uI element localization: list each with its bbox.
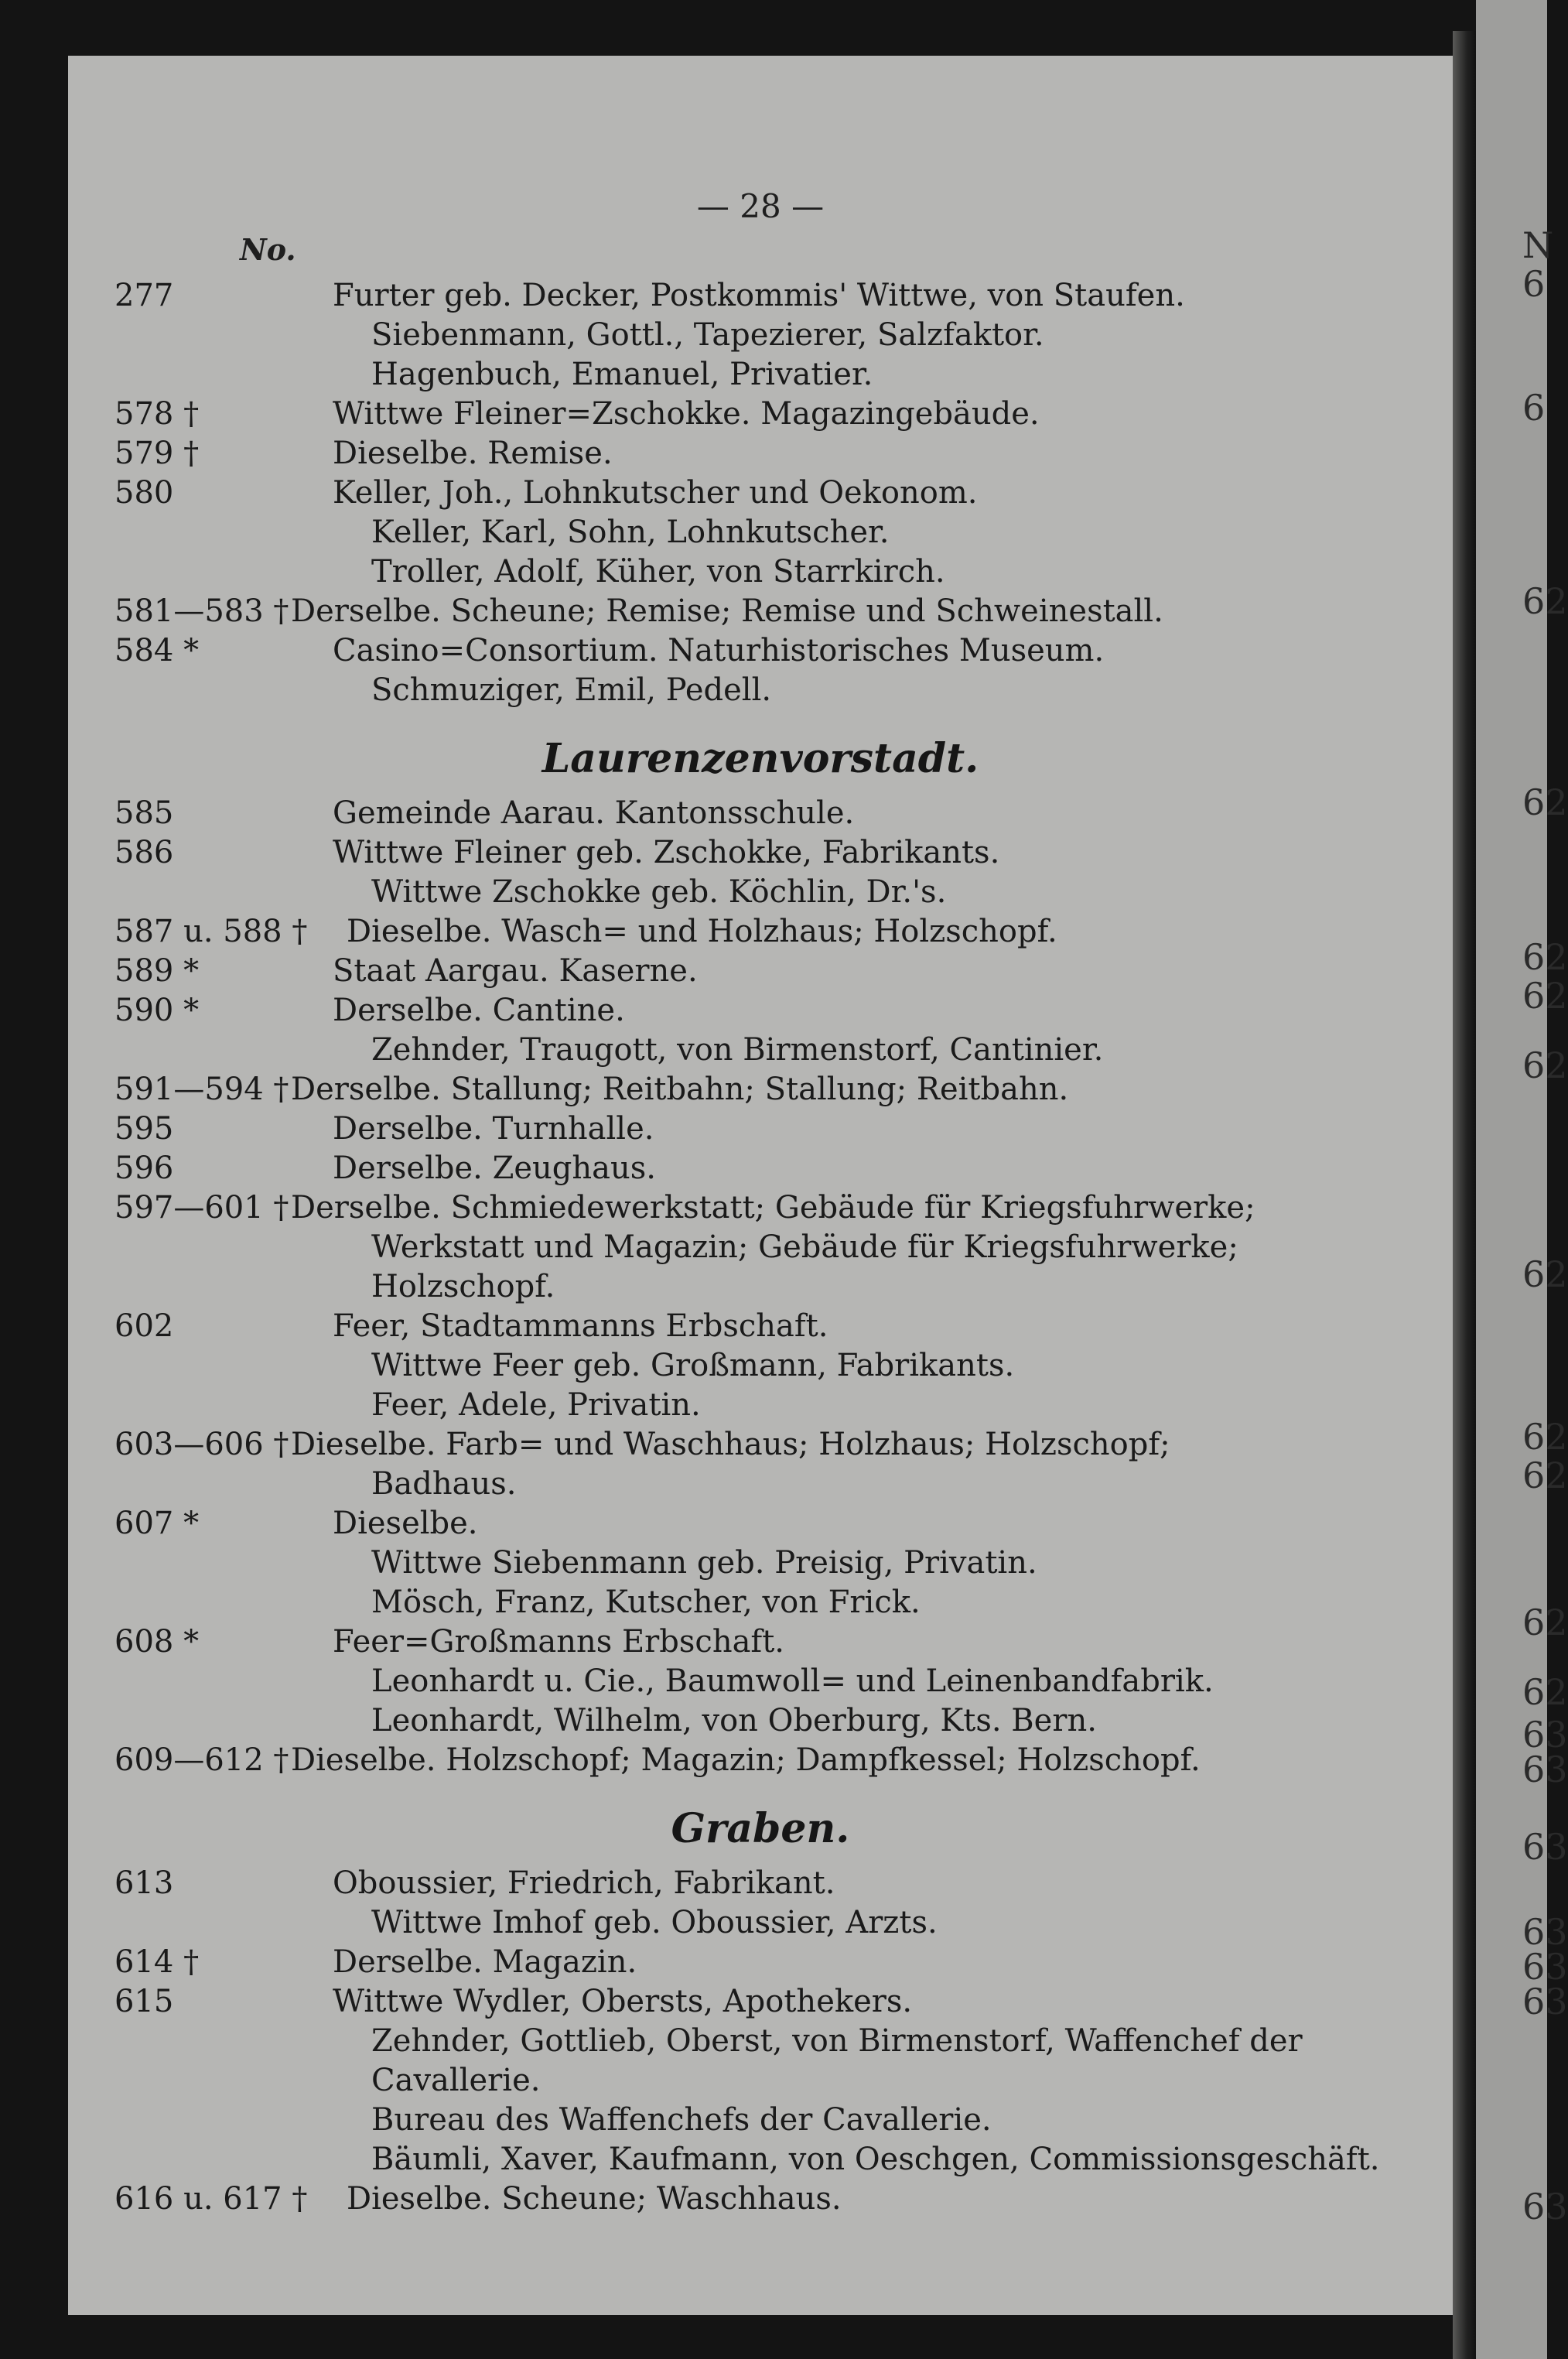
entry-text: Siebenmann, Gottl., Tapezierer, Salzfaktor. bbox=[371, 317, 1044, 353]
directory-entry bbox=[68, 1864, 1453, 1903]
entry-text: Staat Aargau. Kaserne. bbox=[333, 953, 698, 989]
street-heading: Graben. bbox=[671, 1805, 850, 1852]
house-number: 277 bbox=[114, 278, 174, 313]
directory-entry bbox=[68, 355, 1453, 394]
directory-entry bbox=[68, 1982, 1453, 2021]
book-page bbox=[68, 56, 1453, 2315]
directory-entry bbox=[68, 1031, 1453, 1069]
directory-entry bbox=[68, 276, 1453, 315]
next-page-number: 63 bbox=[1522, 1946, 1568, 1988]
entry-text: Dieselbe. Scheune; Waschhaus. bbox=[347, 2181, 842, 2217]
next-page-number: 6 bbox=[1522, 263, 1546, 305]
directory-entry bbox=[68, 513, 1453, 552]
directory-entry bbox=[68, 1149, 1453, 1188]
directory-entry bbox=[68, 1544, 1453, 1582]
house-number: 597—601 † bbox=[114, 1190, 289, 1226]
directory-entry bbox=[68, 1109, 1453, 1148]
directory-entry bbox=[68, 991, 1453, 1030]
directory-entry bbox=[68, 1943, 1453, 1981]
entry-text: Holzschopf. bbox=[371, 1269, 555, 1304]
next-page-number: 62 bbox=[1522, 975, 1568, 1017]
entry-text: Schmuziger, Emil, Pedell. bbox=[371, 672, 772, 708]
entry-text: Derselbe. Schmiedewerkstatt; Gebäude für Kriegsfuhrwerke; bbox=[291, 1190, 1255, 1226]
house-number: 609—612 † bbox=[114, 1742, 289, 1778]
directory-entry bbox=[68, 474, 1453, 512]
entry-text: Wittwe Fleiner=Zschokke. Magazingebäude. bbox=[333, 396, 1040, 432]
house-number: 581—583 † bbox=[114, 593, 289, 629]
directory-entry bbox=[68, 1386, 1453, 1424]
house-number: 603—606 † bbox=[114, 1427, 289, 1462]
next-page-number: 62 bbox=[1522, 936, 1568, 978]
entry-text: Dieselbe. bbox=[333, 1506, 478, 1541]
next-page-number: 62 bbox=[1522, 1416, 1568, 1458]
house-number: 578 † bbox=[114, 396, 200, 432]
entry-text: Leonhardt u. Cie., Baumwoll= und Leinenbandfabrik. bbox=[371, 1663, 1214, 1699]
entry-text: Wittwe Feer geb. Großmann, Fabrikants. bbox=[371, 1348, 1015, 1383]
entry-text: Wittwe Imhof geb. Oboussier, Arzts. bbox=[371, 1905, 938, 1940]
directory-entry bbox=[68, 2101, 1453, 2139]
entry-text: Derselbe. Stallung; Reitbahn; Stallung; Reitbahn. bbox=[291, 1072, 1069, 1107]
page-number: — 28 — bbox=[696, 187, 825, 225]
directory-entry bbox=[68, 1188, 1453, 1227]
directory-entry bbox=[68, 912, 1453, 951]
next-page-number: 63 bbox=[1522, 1749, 1568, 1790]
directory-entry bbox=[68, 434, 1453, 473]
directory-entry bbox=[68, 2140, 1453, 2179]
next-page-number: 62 bbox=[1522, 1602, 1568, 1643]
entry-text: Dieselbe. Farb= und Waschhaus; Holzhaus; Holzschopf; bbox=[291, 1427, 1170, 1462]
house-number: 595 bbox=[114, 1111, 174, 1147]
entry-text: Keller, Joh., Lohnkutscher und Oekonom. bbox=[333, 475, 978, 511]
directory-entry bbox=[68, 1228, 1453, 1267]
next-page-number: 63 bbox=[1522, 1826, 1568, 1868]
house-number: 579 † bbox=[114, 436, 200, 471]
next-page-number: 62 bbox=[1522, 1671, 1568, 1713]
entry-text: Dieselbe. Remise. bbox=[333, 436, 613, 471]
directory-entry bbox=[68, 1307, 1453, 1345]
directory-entry bbox=[68, 2061, 1453, 2100]
entry-text: Zehnder, Traugott, von Birmenstorf, Cantinier. bbox=[371, 1032, 1104, 1068]
directory-entry bbox=[68, 316, 1453, 354]
directory-entry bbox=[68, 671, 1453, 709]
house-number: 613 bbox=[114, 1865, 174, 1901]
number-column-label: No. bbox=[240, 232, 296, 267]
directory-entry bbox=[68, 1701, 1453, 1740]
directory-entry bbox=[68, 1903, 1453, 1942]
directory-entry bbox=[68, 1741, 1453, 1780]
next-page-number: 63 bbox=[1522, 2186, 1568, 2227]
entry-text: Bäumli, Xaver, Kaufmann, von Oeschgen, Commissionsgeschäft. bbox=[371, 2142, 1380, 2177]
next-page-edge bbox=[1476, 0, 1568, 2359]
directory-entry bbox=[68, 794, 1453, 832]
entry-text: Dieselbe. Holzschopf; Magazin; Dampfkessel; Holzschopf. bbox=[291, 1742, 1201, 1778]
entry-text: Bureau des Waffenchefs der Cavallerie. bbox=[371, 2102, 992, 2138]
house-number: 614 † bbox=[114, 1944, 200, 1980]
directory-entry bbox=[68, 552, 1453, 591]
house-number: 591—594 † bbox=[114, 1072, 289, 1107]
entry-text: Mösch, Franz, Kutscher, von Frick. bbox=[371, 1585, 921, 1620]
directory-entry bbox=[68, 1425, 1453, 1464]
directory-entry bbox=[68, 952, 1453, 990]
entry-text: Zehnder, Gottlieb, Oberst, von Birmenstorf, Waffenchef der bbox=[371, 2023, 1303, 2059]
house-number: 589 * bbox=[114, 953, 200, 989]
entry-text: Casino=Consortium. Naturhistorisches Museum. bbox=[333, 633, 1105, 668]
directory-entry bbox=[68, 395, 1453, 433]
directory-entry bbox=[68, 2180, 1453, 2218]
entry-text: Derselbe. Magazin. bbox=[333, 1944, 637, 1980]
directory-entry bbox=[68, 2022, 1453, 2060]
house-number: 586 bbox=[114, 835, 174, 870]
directory-entry bbox=[68, 1465, 1453, 1503]
directory-entry bbox=[68, 1504, 1453, 1543]
entry-text: Werkstatt und Magazin; Gebäude für Kriegsfuhrwerke; bbox=[371, 1229, 1238, 1265]
entry-text: Feer=Großmanns Erbschaft. bbox=[333, 1624, 785, 1660]
next-page-number: 62 bbox=[1522, 580, 1568, 622]
house-number: 580 bbox=[114, 475, 174, 511]
directory-entry bbox=[68, 1267, 1453, 1306]
next-page-number: N bbox=[1522, 224, 1554, 266]
entry-text: Dieselbe. Wasch= und Holzhaus; Holzschopf. bbox=[347, 914, 1057, 949]
directory-entry bbox=[68, 1622, 1453, 1661]
next-page-number: 62 bbox=[1522, 1253, 1568, 1295]
house-number: 608 * bbox=[114, 1624, 200, 1660]
house-number: 585 bbox=[114, 795, 174, 831]
next-page-number: 63 bbox=[1522, 1981, 1568, 2022]
house-number: 584 * bbox=[114, 633, 200, 668]
house-number: 616 u. 617 † bbox=[114, 2181, 308, 2217]
next-page-number: 62 bbox=[1522, 1044, 1568, 1086]
entry-text: Badhaus. bbox=[371, 1466, 517, 1502]
next-page-number: 62 bbox=[1522, 1455, 1568, 1496]
entry-text: Cavallerie. bbox=[371, 2063, 541, 2098]
entry-text: Feer, Stadtammanns Erbschaft. bbox=[333, 1308, 828, 1344]
street-heading: Laurenzenvorstadt. bbox=[541, 735, 979, 782]
house-number: 615 bbox=[114, 1984, 174, 2019]
entry-text: Wittwe Zschokke geb. Köchlin, Dr.'s. bbox=[371, 874, 947, 910]
house-number: 587 u. 588 † bbox=[114, 914, 308, 949]
entry-text: Leonhardt, Wilhelm, von Oberburg, Kts. Bern. bbox=[371, 1703, 1097, 1738]
entry-text: Troller, Adolf, Küher, von Starrkirch. bbox=[371, 554, 945, 590]
entry-text: Derselbe. Scheune; Remise; Remise und Schweinestall. bbox=[291, 593, 1163, 629]
directory-entry bbox=[68, 833, 1453, 872]
entry-text: Wittwe Siebenmann geb. Preisig, Privatin. bbox=[371, 1545, 1037, 1581]
directory-entry bbox=[68, 873, 1453, 911]
entry-text: Furter geb. Decker, Postkommis' Wittwe, von Staufen. bbox=[333, 278, 1185, 313]
next-page-number: 6 bbox=[1522, 387, 1546, 429]
directory-entry bbox=[68, 1583, 1453, 1622]
entry-text: Derselbe. Turnhalle. bbox=[333, 1111, 654, 1147]
house-number: 602 bbox=[114, 1308, 174, 1344]
directory-entry bbox=[68, 1070, 1453, 1109]
entry-text: Derselbe. Cantine. bbox=[333, 993, 625, 1028]
entry-text: Gemeinde Aarau. Kantonsschule. bbox=[333, 795, 855, 831]
house-number: 590 * bbox=[114, 993, 200, 1028]
entry-text: Hagenbuch, Emanuel, Privatier. bbox=[371, 357, 873, 392]
directory-entry bbox=[68, 592, 1453, 631]
next-page-number: 62 bbox=[1522, 781, 1568, 823]
entry-text: Keller, Karl, Sohn, Lohnkutscher. bbox=[371, 515, 890, 550]
book-binding bbox=[1453, 31, 1476, 2359]
entry-text: Derselbe. Zeughaus. bbox=[333, 1150, 657, 1186]
next-page-number: 63 bbox=[1522, 1714, 1568, 1756]
entry-text: Oboussier, Friedrich, Fabrikant. bbox=[333, 1865, 835, 1901]
house-number: 596 bbox=[114, 1150, 174, 1186]
house-number: 607 * bbox=[114, 1506, 200, 1541]
entry-text: Feer, Adele, Privatin. bbox=[371, 1387, 701, 1423]
directory-entry bbox=[68, 1346, 1453, 1385]
entry-text: Wittwe Wydler, Obersts, Apothekers. bbox=[333, 1984, 913, 2019]
directory-entry bbox=[68, 631, 1453, 670]
next-page-number: 63 bbox=[1522, 1911, 1568, 1953]
directory-entry bbox=[68, 1662, 1453, 1701]
entry-text: Wittwe Fleiner geb. Zschokke, Fabrikants. bbox=[333, 835, 1000, 870]
